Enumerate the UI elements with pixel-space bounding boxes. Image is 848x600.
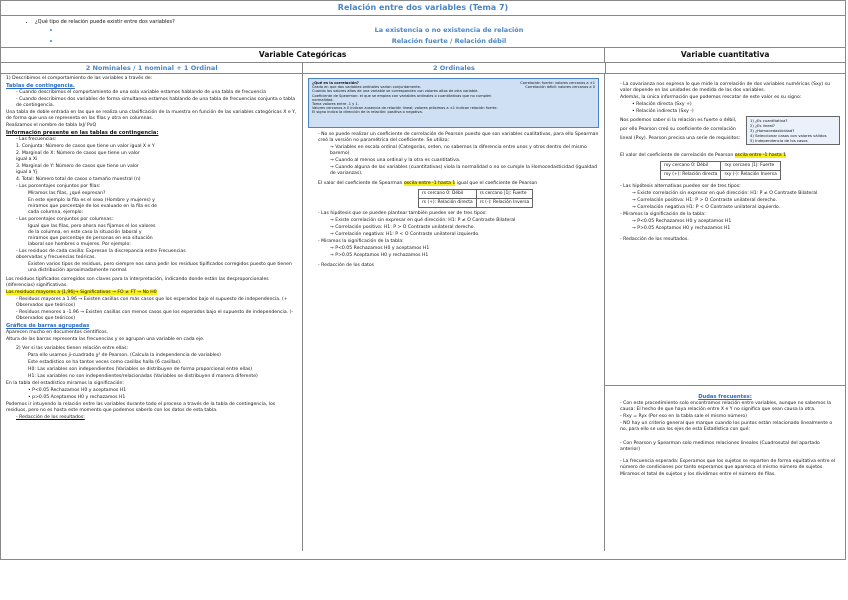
requirement-item: 2) ¿Es lineal? — [750, 123, 775, 128]
text-line: → P>0.05 Aceptamos H0 y rechazamos H1 — [632, 226, 731, 231]
intro-item: • La existencia o no existencia de relación — [61, 25, 837, 35]
info-line: Grado en que dos variables ordinales varían conjuntamente. — [312, 85, 422, 90]
intro-item: • Relación fuerte / Relación débil — [61, 36, 837, 46]
info-line: Toma valores entre -1 y 1. — [312, 102, 359, 107]
content-columns — [1, 74, 845, 551]
column-nominal — [1, 74, 303, 551]
text-line: En este ejemplo la fila es el sexo (Hombre y mujeres) y miramos que porcentaje de los evaluado en la fila es de cada columna, ejemplo: — [28, 198, 157, 215]
spearman-table — [418, 189, 533, 208]
table-cell: rxy (-): Relación Inversa — [721, 171, 780, 180]
text-line: - Residuos menores a -1.96 → Existen casillas con menos casos que los esperados bajo el supuesto de independencia. (- Observados que teóricos) — [16, 310, 294, 321]
text-line: Igual que las filas, pero ahora nos fijamos el los valores de la columna, en este caso la situación laboral y miramos que porcentaje de personas en esa situación laboral son hombres o mujeres. Por ejemplo: — [28, 224, 156, 247]
text-line: - Con Pearson y Spearman solo medimos relaciones lineales (Cuadrosutal del apartado anterior) — [620, 441, 820, 452]
text-line: Una tabla de doble entrada en las que se realiza una clasificación de la muestra en función de las variables categóricas X e Y, de forma que una se representa en las filas y otra en columnas. — [6, 110, 297, 121]
info-line: ¿Qué es la correlación? — [312, 81, 359, 85]
pearson-table — [660, 161, 781, 180]
text-line: - La covarianza nos expresa lo que mide la correlación de dos variables numéricas (Sxy) su valor depende en las unidades de medida de las dos variables. — [620, 82, 830, 93]
column-quantitative — [605, 74, 845, 551]
text-line: → Existe correlación sin expresar en qué dirección: H1: P ≠ O Contraste Bilateral — [632, 191, 818, 196]
text-line: En la tabla del estadístico miramos la significación: — [6, 381, 124, 386]
table-cell: rxy cercano 0: Débil — [661, 162, 721, 171]
text-line: - Rxy = Ryx (Por eso en la tabla sale el mismo número) — [620, 414, 747, 419]
text-line: Nos podemos saber si la relación es fuerte o débil, por ello Pearson creó su coeficiente de correlación lineal (Pxy). Pearson precisa una serie de requisitos: — [620, 118, 741, 141]
text-line: → Correlación negativa H1: P < O Contraste unilateral izquierdo. — [632, 205, 781, 210]
text-line: - Redacción de los resultados: — [16, 415, 85, 420]
text-line: - Las frecuencias: — [16, 137, 57, 142]
faq-block — [605, 386, 845, 551]
table-cell: rs (-): Relación Inversa — [476, 199, 533, 208]
text-line: Para ello usamos ji-cuadrado χ² de Pearson. (Calcula la independencia de variables) — [28, 353, 221, 358]
table-cell: rs (+): Relación directa — [419, 199, 477, 208]
info-line: Correlación débil: valores cercanos a 0 — [525, 85, 595, 90]
table-cell: rxy (+): Relación directa — [661, 171, 721, 180]
text-line: Existen varios tipos de residuos, pero siempre nos sana pedir los residuos tipificados corregidos puesto que tienen una distribución aproximadamente normal. — [28, 262, 292, 273]
highlight-range: oscila entre -1 hasta 1 — [403, 181, 456, 186]
text-line: → Correlación positiva: H1: P > O Contraste unilateral derecho. — [632, 198, 777, 203]
text-line: H0: Las variables son independientes (Variables se distribuyen de forma proporcional entre ellas) — [28, 367, 253, 372]
section-categorical: Variable Categóricas — [1, 48, 605, 62]
text-line: • P<0.05 Rechazamos H0 y aceptamos H1 — [28, 388, 127, 393]
text-line: - La frecuencia esperada: Esperamos que los sujetos se reparten de forma equitativa entre el número de condiciones por tanto esperamos que aparezca el mismo número de sujetos. — [620, 459, 836, 470]
pearson-block — [605, 74, 845, 386]
requirement-item: 3) ¿Homocedasticidad? — [750, 128, 795, 133]
text-line: Altura de las barras representa las frecuencias y se agrupan una variable en cada eje. — [6, 337, 205, 342]
subsection-nominal: 2 Nominales / 1 nominal + 1 Ordinal — [1, 63, 303, 73]
text-line: • p>0.05 Aceptamos H0 y rechazamos H1 — [28, 395, 126, 400]
text-line: - Los porcentajes conjuntos por filas: — [16, 184, 101, 189]
intro-block — [1, 16, 845, 48]
heading-contingency: Tablas de contingencia. — [6, 83, 75, 89]
subsection-empty — [606, 63, 845, 73]
info-line: Cuando los valores altos de una variable se corresponden con valores altos de otra variable. — [312, 89, 479, 94]
text-line: → P<0.05 Rechazamos H0 y aceptamos H1 — [632, 219, 732, 224]
residuals-rule — [6, 290, 297, 296]
text-span: El valor del coeficiente de Spearman — [318, 181, 403, 186]
text-line: Los residuos tipificados corregidos son claves para la interpretación, indicando donde están las desproporcionales (diferencias) significativas. — [6, 277, 269, 288]
text-line: 4. Total: Número total de casos o tamaño muestral (n) — [16, 177, 141, 182]
text-line: - Cuando describimos el comportamiento de una sola variable estamos hablando de una tabla de frecuencia — [16, 90, 266, 95]
section-quantitative: Variable cuantitativa — [680, 50, 770, 59]
table-row — [661, 171, 781, 180]
faq-title: Dudas frecuentes: — [698, 394, 752, 400]
text-line: → Correlación positiva: H1: P > O Contraste unilateral derecho. — [330, 225, 475, 230]
text-line: - Las hipótesis alternativas pueden ser de tres tipos: — [620, 184, 741, 189]
subsection-ordinal: 2 Ordinales — [303, 63, 605, 73]
text-line: 3. Marginal de Y: Número de casos que tiene un valor igual a Yj — [16, 164, 139, 175]
text-line: Podemos ir intuyendo la relación entre las variables durante todo el proceso a través de la tabla de contingencia, los residuos, pero no es hasta este momento que podemos saberlo con los datos de esta tabla. — [6, 402, 276, 413]
text-line: 2) Ver si las variables tienen relación entre ellas: — [16, 346, 129, 351]
text-line: → Existe correlación sin expresar en qué dirección: H1: P ≠ O Contraste Bilateral — [330, 218, 516, 223]
text-line: • Relación directa (Sxy +) — [632, 102, 692, 107]
text-line: → P>0.05 Aceptamos H0 y rechazamos H1 — [330, 253, 429, 258]
section-header-row — [1, 48, 845, 63]
table-cell: rs cercano |1|: Fuerte — [476, 190, 533, 199]
text-line: 1. Conjunta: Número de casos que tiene un valor igual X e Y — [16, 144, 155, 149]
pearson-range — [610, 153, 840, 159]
table-row — [661, 162, 781, 171]
info-line: Valores cercanos a 0 indican ausencia de relación lineal; valores próximos a ±1 indican relación fuerte. — [312, 106, 498, 111]
requirement-item: 1) ¿Es cuantitativa? — [750, 118, 788, 123]
intro-question: • ¿Qué tipo de relación puede existir entre dos variables? — [35, 19, 837, 25]
text-line: → Correlación negativa: H1: P < O Contraste unilateral izquierdo. — [330, 232, 480, 237]
table-cell: rs cercano 0: Débil — [419, 190, 477, 199]
info-line: Correlación fuerte: valores cercanos a ±1 — [520, 81, 595, 85]
text-line: H1: Las variables no son independientes/relacionadas (Variables se distribuyen d manera diferente) — [28, 374, 258, 379]
highlight-range: oscila entre -1 hasta 1 — [734, 153, 787, 158]
text-line: → Cuando alguna de las variables (cuantitativas) viola la normalidad o no se cumple la Homocedasticidad (igualdad de varianzas). — [330, 165, 597, 176]
text-line: - Miramos la significación de la tabla: — [620, 212, 706, 217]
text-span: igual que el coeficiente de Pearson — [456, 181, 538, 186]
text-line: - Con este procedimiento solo encontramos relación entre variables, aunque no sabemos la causa: El hecho de que haya relación entre X e Y no significa que sean causa la otra. — [620, 401, 832, 412]
column-ordinal — [303, 74, 605, 551]
page-title: Relación entre dos variables (Tema 7) — [1, 1, 845, 16]
text-line: • Relación indirecta (Sxy -) — [632, 109, 694, 114]
correlation-info-box — [308, 78, 599, 128]
highlight-residuals: Los residuos mayores a |1,96|→ Significativos → FO ≠ FT → No H0 — [6, 290, 157, 295]
text-line: 2. Marginal de X: Número de casos que tiene un valor igual a Xi — [16, 151, 140, 162]
table-cell: rxy cercano |1|: Fuerte — [721, 162, 780, 171]
text-line: - Las hipótesis que se pueden plantear también pueden ser de tres tipos: — [318, 211, 487, 216]
requirement-item: 4) Seleccionar casos con valores válidos — [750, 133, 827, 138]
text-line: - Cuando describimos dos variables de forma simultanea estamos hablando de una tabla de frecuencias conjunta o tabla de contingencia. — [16, 97, 296, 108]
text-line: - NO hay un criterio general que marque cuando los puntos están relacionado linealmente o no, para ello se usa los ejes de esta Estadística con qué: — [620, 421, 833, 432]
info-line: Coeficiente de Spearman: el que se emplea con variables ordinales o cuantitativas que no cumplen normalidad. — [312, 93, 492, 102]
heading-bar-chart: Gráfica de barras agrupadas — [6, 323, 90, 329]
text-line: - No se puede realizar un coeficiente de correlación de Pearson puesto que son variables cualitativas, para ello Spearman creó la versión no paramétrica del coeficiente. Se utiliza: — [318, 132, 599, 143]
text-line: - Los residuos de cada casilla: Expresan la discrepancia entre Frecuencias observadas y frecuencias teóricas. — [16, 249, 186, 260]
table-row — [419, 190, 533, 199]
text-line: Además, la única información que podemos rescatar de este valor es su signo: — [620, 95, 802, 100]
subsection-row — [1, 63, 845, 74]
info-box-right — [504, 81, 595, 125]
text-line: → P<0.05 Rechazamos H0 y aceptamos H1 — [330, 246, 430, 251]
text-line: - Redacción de los datos — [318, 263, 375, 268]
text-line: - Los porcentajes conjuntos por columnas: — [16, 217, 114, 222]
text-line: Miramos el total de sujetos y los dividimos entre el número de filas. — [620, 472, 776, 477]
text-line: - Redacción de los resultados. — [620, 237, 689, 242]
text-line: 1) Describimos el comportamiento de las variables a través de: — [6, 76, 153, 81]
text-line: → Cuando al menos una ordinal y la otra es cuantitativa. — [330, 158, 461, 163]
requirement-item: 5) Independencia de los casos — [750, 138, 808, 143]
heading-info: Información presente en las tablas de contingencia: — [6, 130, 159, 136]
table-row — [419, 199, 533, 208]
text-span: El valor del coeficiente de correlación de Pearson — [620, 153, 734, 158]
text-line: Este estadístico se ha tantos veces como casillas halla (6 casillas). — [28, 360, 182, 365]
pearson-requirements-box — [746, 116, 840, 145]
text-line: → Variables en escala ordinal (Categorías, orden, no sabemos la diferencia entre unos y otros dentro del mismo baremo) — [330, 145, 587, 156]
text-line: - Residuos mayores a 1.96 → Existen casillas con más casos que los esperados bajo el supuesto de independencia. (+ Observados que teóricos) — [16, 297, 288, 308]
spearman-range — [308, 181, 599, 187]
text-line: Aparecen mucho en documentos científicos. — [6, 330, 109, 335]
text-line: Miramos las filas, ¿qué expresan? — [28, 191, 106, 196]
info-box-left — [312, 81, 504, 125]
text-line: Realizamos el nombre de tabla IxJ/ PxQ — [6, 123, 97, 128]
info-line: El signo indica la dirección de la relación: positiva o negativa. — [312, 110, 423, 115]
text-line: - Miramos la significación de la tabla: — [318, 239, 404, 244]
